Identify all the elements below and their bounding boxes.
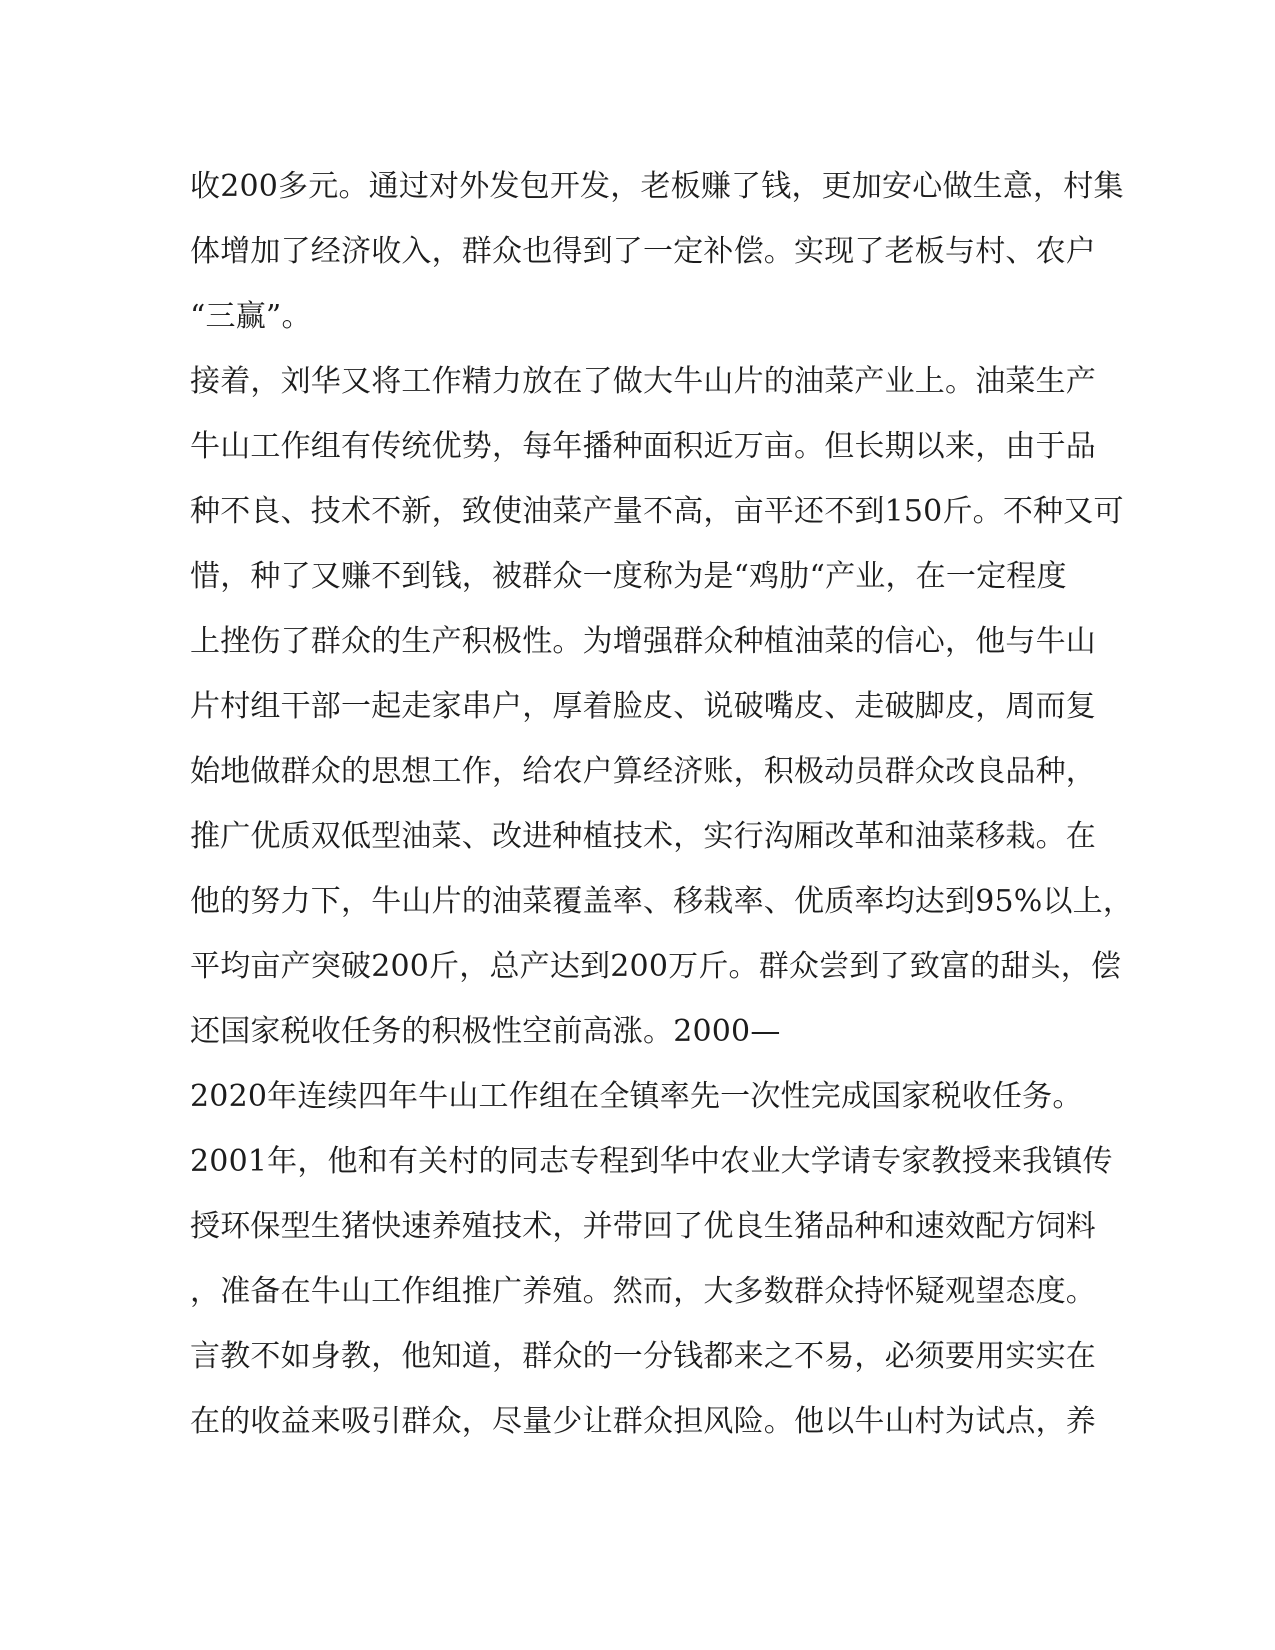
text-line: 体增加了经济收入，群众也得到了一定补偿。实现了老板与村、农户 <box>190 234 1096 269</box>
text-line: 言教不如身教，他知道，群众的一分钱都来之不易，必须要用实实在 <box>190 1339 1096 1374</box>
text-line: 牛山工作组有传统优势，每年播种面积近万亩。但长期以来，由于品 <box>190 429 1096 464</box>
text-line: 上挫伤了群众的生产积极性。为增强群众种植油菜的信心，他与牛山 <box>190 624 1096 659</box>
text-line: 他的努力下，牛山片的油菜覆盖率、移栽率、优质率均达到95%以上， <box>190 884 1134 919</box>
text-line: 种不良、技术不新，致使油菜产量不高，亩平还不到150斤。不种又可 <box>190 494 1124 529</box>
text-line: 惜，种了又赚不到钱，被群众一度称为是“鸡肋“产业，在一定程度 <box>190 559 1067 594</box>
text-line: 始地做群众的思想工作，给农户算经济账，积极动员群众改良品种， <box>190 754 1096 789</box>
body-text <box>190 154 1134 1454</box>
text-line: 2020年连续四年牛山工作组在全镇率先一次性完成国家税收任务。 <box>190 1079 1083 1114</box>
text-line: 接着，刘华又将工作精力放在了做大牛山片的油菜产业上。油菜生产 <box>190 364 1096 399</box>
text-line: 在的收益来吸引群众，尽量少让群众担风险。他以牛山村为试点，养 <box>190 1404 1096 1439</box>
text-line: ，准备在牛山工作组推广养殖。然而，大多数群众持怀疑观望态度。 <box>190 1274 1096 1309</box>
text-line: 授环保型生猪快速养殖技术，并带回了优良生猪品种和速效配方饲料 <box>190 1209 1096 1244</box>
text-line: 平均亩产突破200斤，总产达到200万斤。群众尝到了致富的甜头，偿 <box>190 949 1122 984</box>
text-line: 2001年，他和有关村的同志专程到华中农业大学请专家教授来我镇传 <box>190 1144 1113 1179</box>
text-line: 片村组干部一起走家串户，厚着脸皮、说破嘴皮、走破脚皮，周而复 <box>190 689 1096 724</box>
text-line: 还国家税收任务的积极性空前高涨。2000— <box>190 1014 781 1049</box>
text-line: 推广优质双低型油菜、改进种植技术，实行沟厢改革和油菜移栽。在 <box>190 819 1096 854</box>
text-line: “三赢”。 <box>190 299 312 334</box>
text-line: 收200多元。通过对外发包开发，老板赚了钱，更加安心做生意，村集 <box>190 169 1124 204</box>
